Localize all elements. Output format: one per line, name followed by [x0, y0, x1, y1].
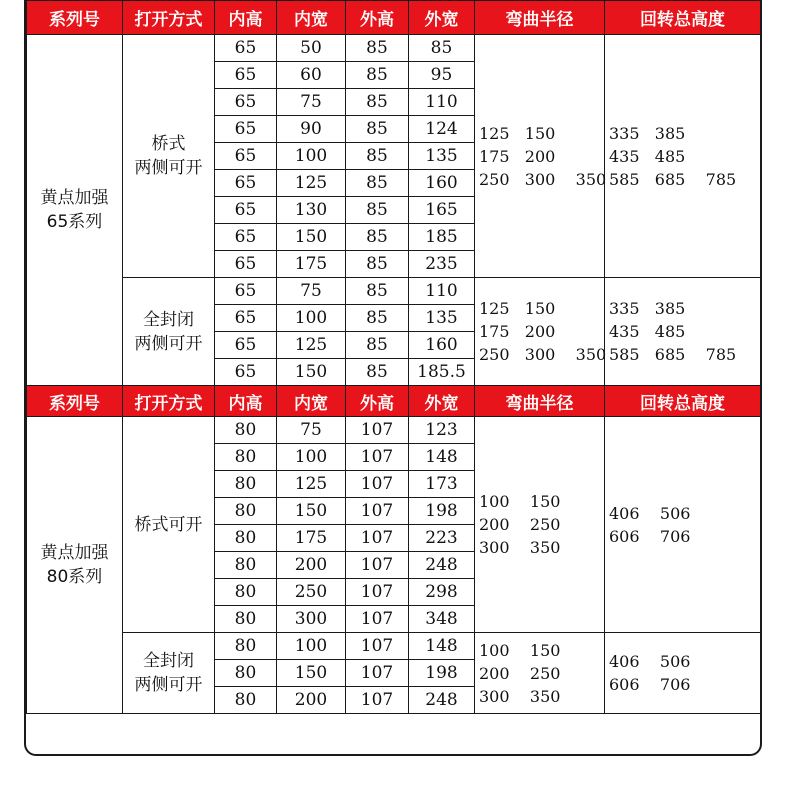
dimension-cell: 65	[215, 197, 277, 224]
dimension-cell: 175	[277, 525, 346, 552]
dimension-cell: 85	[346, 278, 409, 305]
dimension-cell: 175	[277, 251, 346, 278]
dimension-cell: 107	[346, 498, 409, 525]
dimension-cell: 60	[277, 62, 346, 89]
dimension-cell: 100	[277, 143, 346, 170]
dimension-cell: 130	[277, 197, 346, 224]
dimension-cell: 107	[346, 660, 409, 687]
dimension-cell: 85	[346, 305, 409, 332]
dimension-cell: 65	[215, 89, 277, 116]
table-row	[27, 633, 761, 660]
dimension-cell: 85	[346, 62, 409, 89]
table-row	[27, 278, 761, 305]
dimension-cell: 135	[409, 305, 475, 332]
dimension-cell: 198	[409, 498, 475, 525]
dimension-cell: 348	[409, 606, 475, 633]
dimension-cell: 107	[346, 525, 409, 552]
dimension-cell: 185.5	[409, 359, 475, 386]
dimension-cell: 80	[215, 687, 277, 714]
dimension-cell: 65	[215, 62, 277, 89]
dimension-cell: 200	[277, 687, 346, 714]
header-cell: 弯曲半径	[475, 386, 605, 417]
header-cell: 打开方式	[123, 1, 215, 35]
dimension-cell: 165	[409, 197, 475, 224]
dimension-cell: 85	[346, 89, 409, 116]
dimension-cell: 95	[409, 62, 475, 89]
header-row	[27, 386, 761, 417]
header-cell: 系列号	[27, 1, 123, 35]
header-cell: 回转总高度	[605, 1, 761, 35]
dimension-cell: 85	[346, 143, 409, 170]
dimension-cell: 80	[215, 498, 277, 525]
bend-radius-cell: 125 150 175 200 250 300 350	[475, 278, 605, 386]
dimension-cell: 124	[409, 116, 475, 143]
dimension-cell: 150	[277, 359, 346, 386]
rotation-height-cell: 335 385 435 485 585 685 785	[605, 278, 761, 386]
dimension-cell: 185	[409, 224, 475, 251]
header-cell: 外高	[346, 386, 409, 417]
dimension-cell: 100	[277, 633, 346, 660]
dimension-cell: 90	[277, 116, 346, 143]
dimension-cell: 123	[409, 417, 475, 444]
header-row	[27, 1, 761, 35]
header-cell: 弯曲半径	[475, 1, 605, 35]
spec-table-frame	[24, 0, 762, 756]
dimension-cell: 80	[215, 444, 277, 471]
dimension-cell: 198	[409, 660, 475, 687]
header-cell: 系列号	[27, 386, 123, 417]
table-row	[27, 417, 761, 444]
dimension-cell: 248	[409, 687, 475, 714]
dimension-cell: 85	[346, 251, 409, 278]
dimension-cell: 150	[277, 498, 346, 525]
header-cell: 内宽	[277, 386, 346, 417]
dimension-cell: 85	[346, 197, 409, 224]
dimension-cell: 80	[215, 417, 277, 444]
dimension-cell: 125	[277, 170, 346, 197]
dimension-cell: 107	[346, 579, 409, 606]
rotation-height-cell: 406 506 606 706	[605, 417, 761, 633]
header-cell: 内宽	[277, 1, 346, 35]
dimension-cell: 65	[215, 278, 277, 305]
dimension-cell: 85	[346, 359, 409, 386]
dimension-cell: 150	[277, 660, 346, 687]
dimension-cell: 85	[346, 332, 409, 359]
open-type-cell: 桥式可开	[123, 417, 215, 633]
dimension-cell: 148	[409, 633, 475, 660]
open-type-cell: 全封闭 两侧可开	[123, 278, 215, 386]
open-type-cell: 全封闭 两侧可开	[123, 633, 215, 714]
header-cell: 外宽	[409, 1, 475, 35]
header-cell: 内高	[215, 1, 277, 35]
dimension-cell: 160	[409, 170, 475, 197]
table-row	[27, 35, 761, 62]
dimension-cell: 85	[346, 224, 409, 251]
dimension-cell: 100	[277, 444, 346, 471]
dimension-cell: 80	[215, 471, 277, 498]
spec-table	[26, 0, 761, 714]
dimension-cell: 80	[215, 633, 277, 660]
dimension-cell: 107	[346, 444, 409, 471]
bend-radius-cell: 125 150 175 200 250 300 350	[475, 35, 605, 278]
dimension-cell: 107	[346, 552, 409, 579]
dimension-cell: 107	[346, 687, 409, 714]
dimension-cell: 80	[215, 552, 277, 579]
header-cell: 外高	[346, 1, 409, 35]
dimension-cell: 100	[277, 305, 346, 332]
open-type-cell: 桥式 两侧可开	[123, 35, 215, 278]
series-name-cell: 黄点加强 65系列	[27, 35, 123, 386]
series-name-cell: 黄点加强 80系列	[27, 417, 123, 714]
dimension-cell: 80	[215, 606, 277, 633]
dimension-cell: 85	[346, 116, 409, 143]
header-cell: 回转总高度	[605, 386, 761, 417]
dimension-cell: 107	[346, 606, 409, 633]
dimension-cell: 200	[277, 552, 346, 579]
spec-table-body	[27, 1, 761, 714]
dimension-cell: 75	[277, 417, 346, 444]
bend-radius-cell: 100 150 200 250 300 350	[475, 417, 605, 633]
dimension-cell: 65	[215, 116, 277, 143]
rotation-height-cell: 335 385 435 485 585 685 785	[605, 35, 761, 278]
dimension-cell: 223	[409, 525, 475, 552]
header-cell: 打开方式	[123, 386, 215, 417]
dimension-cell: 65	[215, 35, 277, 62]
dimension-cell: 65	[215, 359, 277, 386]
dimension-cell: 173	[409, 471, 475, 498]
dimension-cell: 110	[409, 89, 475, 116]
dimension-cell: 107	[346, 417, 409, 444]
dimension-cell: 65	[215, 170, 277, 197]
dimension-cell: 65	[215, 224, 277, 251]
dimension-cell: 125	[277, 332, 346, 359]
dimension-cell: 148	[409, 444, 475, 471]
dimension-cell: 85	[409, 35, 475, 62]
dimension-cell: 80	[215, 579, 277, 606]
dimension-cell: 80	[215, 525, 277, 552]
dimension-cell: 125	[277, 471, 346, 498]
dimension-cell: 65	[215, 143, 277, 170]
dimension-cell: 85	[346, 170, 409, 197]
dimension-cell: 75	[277, 278, 346, 305]
dimension-cell: 65	[215, 251, 277, 278]
dimension-cell: 135	[409, 143, 475, 170]
header-cell: 内高	[215, 386, 277, 417]
rotation-height-cell: 406 506 606 706	[605, 633, 761, 714]
header-cell: 外宽	[409, 386, 475, 417]
dimension-cell: 80	[215, 660, 277, 687]
dimension-cell: 110	[409, 278, 475, 305]
dimension-cell: 65	[215, 332, 277, 359]
dimension-cell: 50	[277, 35, 346, 62]
dimension-cell: 298	[409, 579, 475, 606]
dimension-cell: 150	[277, 224, 346, 251]
bend-radius-cell: 100 150 200 250 300 350	[475, 633, 605, 714]
dimension-cell: 250	[277, 579, 346, 606]
dimension-cell: 300	[277, 606, 346, 633]
dimension-cell: 85	[346, 35, 409, 62]
dimension-cell: 65	[215, 305, 277, 332]
dimension-cell: 75	[277, 89, 346, 116]
dimension-cell: 107	[346, 633, 409, 660]
dimension-cell: 160	[409, 332, 475, 359]
dimension-cell: 107	[346, 471, 409, 498]
dimension-cell: 248	[409, 552, 475, 579]
dimension-cell: 235	[409, 251, 475, 278]
